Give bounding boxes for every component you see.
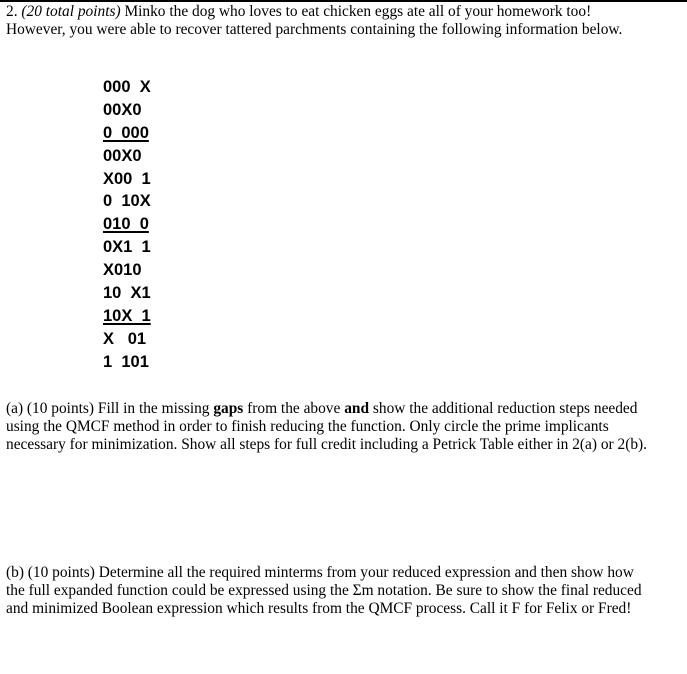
parchment-row	[103, 328, 151, 351]
parchment-row-text: 10 X1	[103, 284, 151, 303]
parchment-row-text: 010 0	[103, 215, 149, 234]
parchment-row	[103, 145, 151, 168]
parchment-row-text: 0 000	[103, 123, 149, 142]
parchment-row-text: X00 1	[103, 169, 151, 188]
part-a-bold-gaps: gaps	[213, 400, 244, 417]
part-a	[6, 400, 682, 454]
parchment-row	[103, 168, 151, 191]
parchment-row-text: 00X0	[103, 100, 142, 119]
parchment-row-text: 00X0	[103, 146, 142, 165]
part-a-mid: from the above	[247, 400, 341, 417]
parchment-row-text: 000 X	[103, 78, 151, 96]
part-b-line-1: (b) (10 points) Determine all the required minterms from your reduced expression and then show how	[6, 564, 634, 581]
part-a-label: (a) (10 points) Fill in the missing	[6, 400, 210, 417]
parchment-row	[103, 259, 151, 282]
part-b	[6, 564, 682, 618]
part-a-line-1	[6, 400, 682, 418]
question-intro-line-2: However, you were able to recover tattered parchments containing the following information below.	[6, 21, 623, 38]
parchment-row-text: 0 10X	[103, 192, 151, 211]
parchment-row	[103, 236, 151, 259]
parchment-row	[103, 282, 151, 305]
parchment-row-text: 1 101	[103, 352, 149, 371]
question-intro	[6, 3, 682, 39]
parchment-row	[103, 99, 151, 122]
parchment-row-text: X 01	[103, 329, 147, 348]
question-points: (20 total points)	[21, 3, 121, 20]
part-b-line-2: the full expanded function could be expressed using the Σm notation. Be sure to show the final reduced	[6, 582, 642, 599]
question-intro-line-1	[6, 3, 682, 21]
parchment-row	[103, 305, 151, 328]
part-a-end: show the additional reduction steps needed	[372, 400, 638, 417]
question-intro-text: Minko the dog who loves to eat chicken eggs ate all of your homework too!	[124, 3, 592, 20]
parchment-row-text: 0X1 1	[103, 238, 151, 257]
parchment-row	[103, 122, 151, 145]
part-a-line-2: using the QMCF method in order to finish reducing the function. Only circle the prime implicants	[6, 418, 609, 435]
parchment-row	[103, 76, 151, 99]
part-a-bold-and: and	[344, 400, 370, 417]
parchment-row	[103, 351, 151, 374]
parchment-row	[103, 213, 151, 236]
part-b-line-3: and minimized Boolean expression which results from the QMCF process. Call it F for Felix or Fred!	[6, 600, 632, 617]
parchment-row	[103, 190, 151, 213]
parchment-row-text: 10X 1	[103, 306, 151, 325]
top-rule	[0, 0, 687, 2]
recovered-parchment-table	[103, 76, 151, 374]
part-a-line-3: necessary for minimization. Show all steps for full credit including a Petrick Table either in 2(a) or 2(b).	[6, 436, 648, 453]
question-number: 2.	[6, 3, 18, 20]
parchment-row-text: X010	[103, 261, 142, 280]
